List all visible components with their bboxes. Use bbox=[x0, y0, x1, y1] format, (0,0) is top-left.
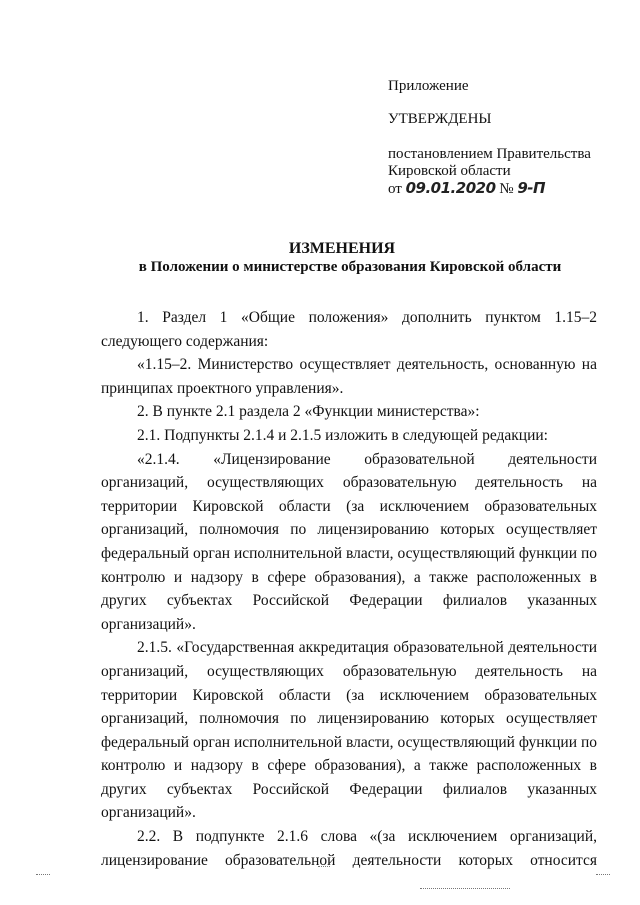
paragraph-5: «2.1.4. «Лицензирование образовательной деятельности организаций, осуществляющих образовательную деятельность на территории Кировской области (за исключением образовательных организаций, полномочия по лицензированию которых осуществляет федеральный орган исполнительной власти, осуществляющий функции по контролю и надзору в сфере образования), а также расположенных в других субъектах Российской Федерации филиалов указанных организаций». bbox=[101, 450, 597, 633]
paragraph-7: 2.2. В подпункте 2.1.6 слова «(за исключением организаций, лицензирование образовательной деятельности которых относится bbox=[101, 828, 597, 869]
approval-block bbox=[388, 78, 628, 198]
document-title bbox=[0, 240, 640, 276]
approved-label: УТВЕРЖДЕНЫ bbox=[388, 111, 492, 127]
scan-mark bbox=[318, 866, 330, 868]
document-body bbox=[101, 306, 597, 872]
paragraph-4: 2.1. Подпункты 2.1.4 и 2.1.5 изложить в следующей редакции: bbox=[137, 426, 548, 444]
title-subtitle: в Положении о министерстве образования Кировской области bbox=[138, 259, 562, 275]
scan-mark bbox=[420, 888, 510, 890]
paragraph-6: 2.1.5. «Государственная аккредитация образовательной деятельности организаций, осуществляющих образовательную деятельность на территории Кировской области (за исключением образовательных организаций, полномочия по лицензированию которых осуществляет федеральный орган исполнительной власти, осуществляющий функции по контролю и надзору в сфере образования), а также расположенных в других субъектах Российской Федерации филиалов указанных организаций». bbox=[101, 639, 597, 822]
scan-mark bbox=[36, 874, 50, 876]
paragraph-2: «1.15–2. Министерство осуществляет деятельность, основанную на принципах проектного управления». bbox=[101, 356, 597, 397]
scan-artifacts bbox=[0, 860, 640, 900]
handwritten-number: 9-П bbox=[517, 179, 546, 197]
from-prefix: от bbox=[388, 181, 402, 197]
paragraph-1: 1. Раздел 1 «Общие положения» дополнить пунктом 1.15–2 следующего содержания: bbox=[101, 309, 597, 350]
title-main: ИЗМЕНЕНИЯ bbox=[288, 240, 396, 257]
resolution-line-1: постановлением Правительства bbox=[388, 146, 591, 162]
paragraph-3: 2. В пункте 2.1 раздела 2 «Функции министерства»: bbox=[137, 403, 480, 421]
resolution-line-2: Кировской области bbox=[388, 163, 511, 179]
number-prefix: № bbox=[499, 181, 514, 197]
handwritten-date: 09.01.2020 bbox=[405, 179, 496, 197]
scan-mark bbox=[596, 874, 610, 876]
resolution-date-line bbox=[388, 180, 628, 198]
appendix-label: Приложение bbox=[388, 78, 469, 94]
